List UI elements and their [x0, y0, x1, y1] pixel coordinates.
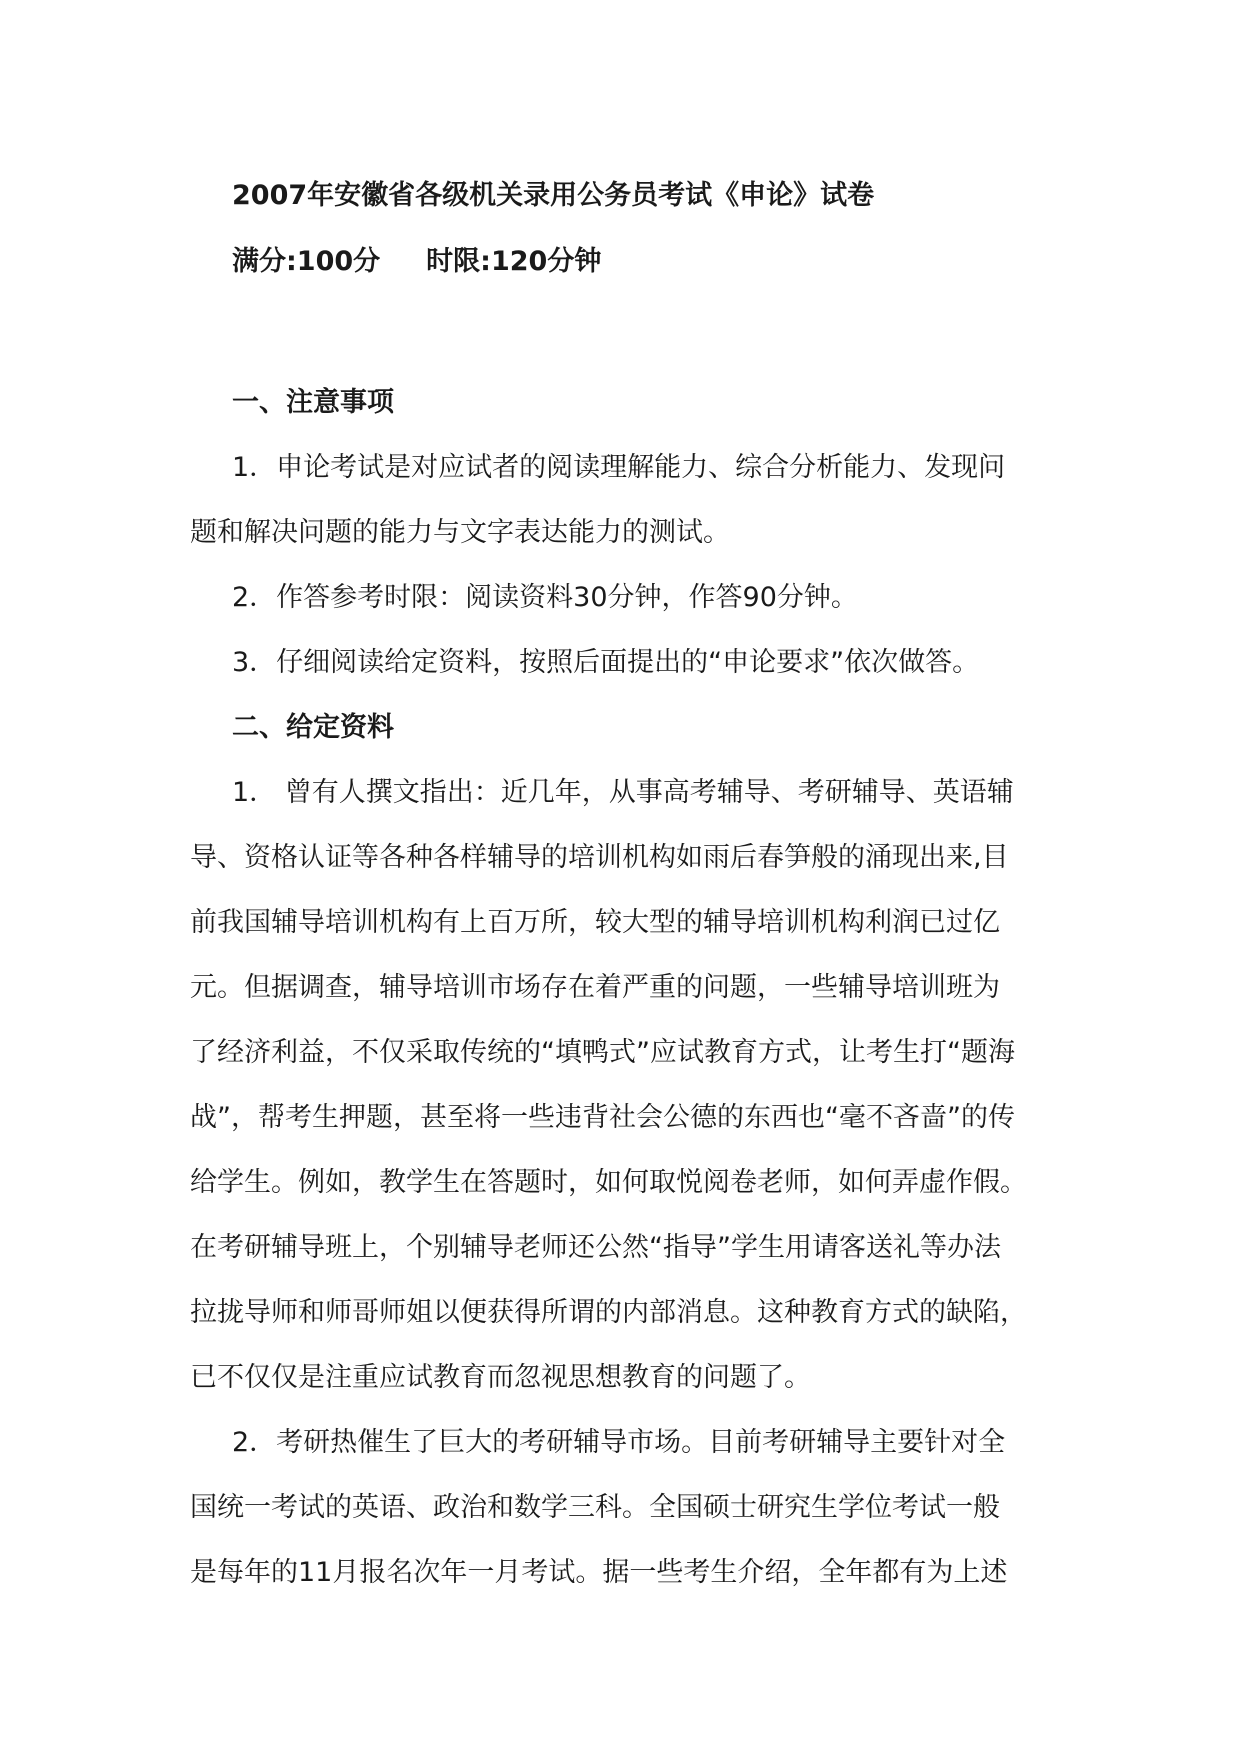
text-line: 元。但据调查，辅导培训市场存在着严重的问题，一些辅导培训班为: [190, 972, 1000, 1003]
text-line: 2．考研热催生了巨大的考研辅导市场。目前考研辅导主要针对全: [232, 1427, 1006, 1458]
exam-meta: [232, 242, 601, 282]
section-heading-notes: 一、注意事项: [232, 387, 394, 418]
text-line: 题和解决问题的能力与文字表达能力的测试。: [190, 517, 730, 548]
text-line: 导、资格认证等各种各样辅导的培训机构如雨后春笋般的涌现出来,目: [190, 842, 1009, 873]
text-line: 1． 曾有人撰文指出：近几年，从事高考辅导、考研辅导、英语辅: [232, 777, 1014, 808]
document-title: 2007年安徽省各级机关录用公务员考试《申论》试卷: [232, 180, 875, 211]
text-line: 3．仔细阅读给定资料，按照后面提出的“申论要求”依次做答。: [232, 647, 980, 678]
full-score: 满分:100分: [232, 246, 381, 277]
document-body: [190, 370, 1060, 1605]
text-line: 是每年的11月报名次年一月考试。据一些考生介绍，全年都有为上述: [190, 1557, 1008, 1588]
text-line: 2．作答参考时限：阅读资料30分钟，作答90分钟。: [232, 582, 858, 613]
text-line: 已不仅仅是注重应试教育而忽视思想教育的问题了。: [190, 1362, 811, 1393]
text-line: 了经济利益，不仅采取传统的“填鸭式”应试教育方式，让考生打“题海: [190, 1037, 1015, 1068]
time-limit: 时限:120分钟: [426, 246, 602, 277]
text-line: 战”，帮考生押题，甚至将一些违背社会公德的东西也“毫不吝啬”的传: [190, 1102, 1015, 1133]
text-line: 1．申论考试是对应试者的阅读理解能力、综合分析能力、发现问: [232, 452, 1006, 483]
text-line: 拉拢导师和师哥师姐以便获得所谓的内部消息。这种教育方式的缺陷，: [190, 1297, 1027, 1328]
text-line: 在考研辅导班上，个别辅导老师还公然“指导”学生用请客送礼等办法: [190, 1232, 1001, 1263]
section-heading-materials: 二、给定资料: [232, 712, 394, 743]
text-line: 国统一考试的英语、政治和数学三科。全国硕士研究生学位考试一般: [190, 1492, 1000, 1523]
text-line: 给学生。例如，教学生在答题时，如何取悦阅卷老师，如何弄虚作假。: [190, 1167, 1027, 1198]
text-line: 前我国辅导培训机构有上百万所，较大型的辅导培训机构利润已过亿: [190, 907, 1000, 938]
